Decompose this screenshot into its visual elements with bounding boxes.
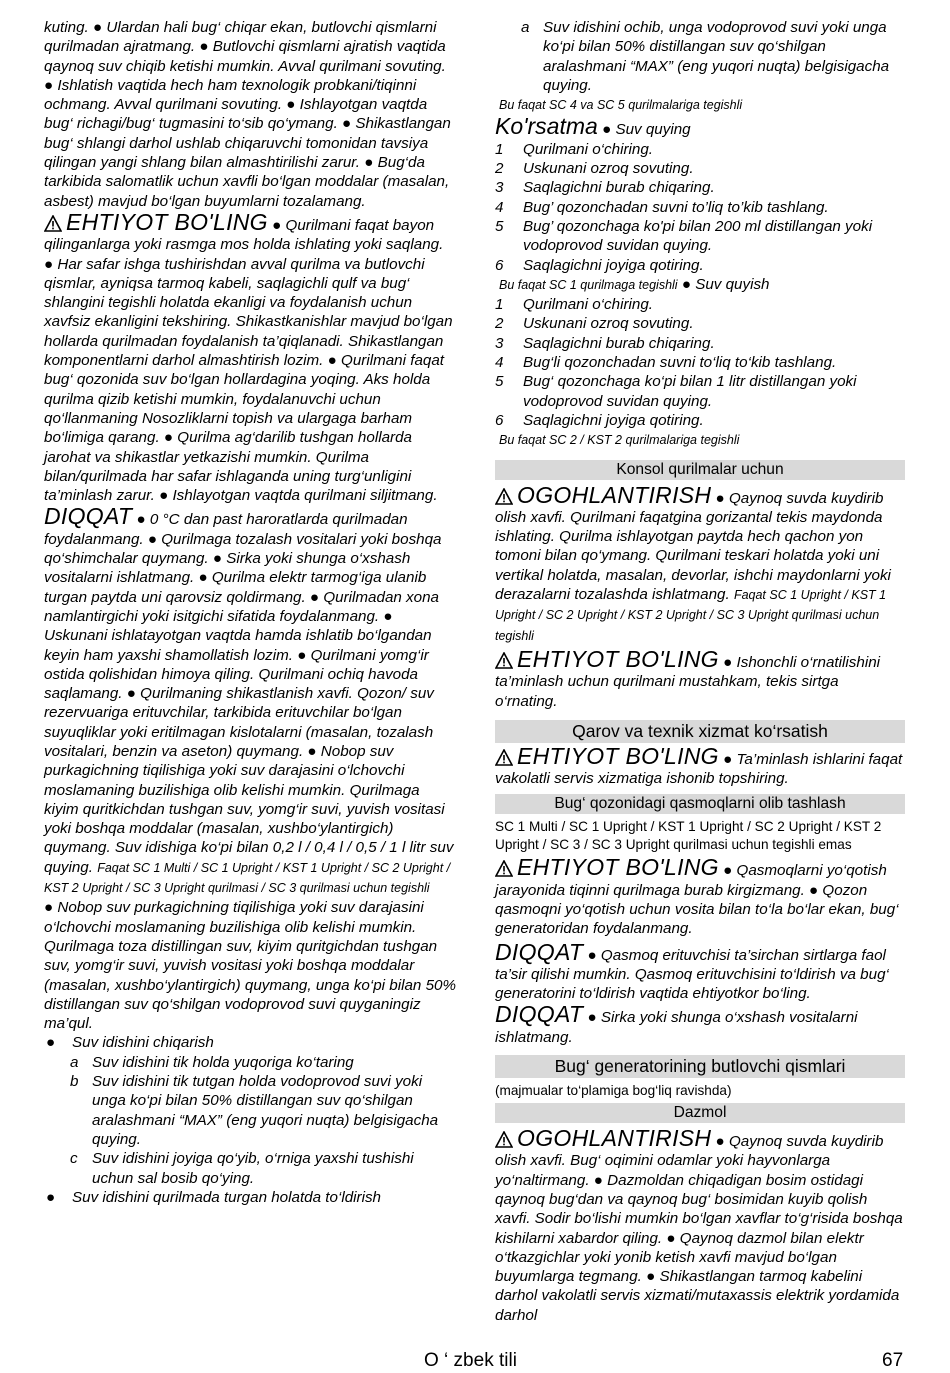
- section-heading-dazmol: Dazmol: [495, 1103, 905, 1123]
- section-heading-qarov: Qarov va texnik xizmat ko‘rsatish: [495, 720, 905, 743]
- list-item: [495, 178, 905, 197]
- model-note: Bu faqat SC 1 qurilmaga tegishli: [499, 277, 678, 292]
- step-text: Qurilmani o‘chiring.: [523, 140, 653, 158]
- step-number: 3: [495, 334, 504, 352]
- step-text: Bug‘li qozonchadan suvni to‘liq to‘kib tashlang.: [523, 354, 837, 372]
- step-number: 5: [495, 217, 504, 235]
- warning-triangle-icon: [495, 860, 517, 880]
- list-item: [495, 198, 905, 217]
- step-text: Uskunani ozroq sovuting.: [523, 315, 694, 333]
- right-column: [495, 18, 905, 1325]
- step-number: 4: [495, 354, 504, 372]
- caution-text: ● Ta’minlash ishlarini faqat vakolatli servis xizmatiga ishonib topshiring.: [495, 750, 903, 788]
- step-text: Saqlagichni joyiga qotiring.: [523, 256, 704, 274]
- step-number: 3: [495, 179, 504, 197]
- kit-note: (majmualar to‘plamiga bog‘liq ravishda): [495, 1083, 732, 1099]
- model-note: Bu faqat SC 4 va SC 5 qurilmalariga tegishli: [499, 98, 743, 113]
- step-number: 6: [495, 256, 504, 274]
- caution-block-4: [495, 854, 905, 938]
- model-note: Faqat SC 1 Multi / SC 1 Upright / KST 1 Upright / SC 2 Upright / KST 2 Upright / SC 3 Upright qurilmasi / SC 3 qurilmasi uchun tegishli: [44, 860, 451, 896]
- diqqat-label: DIQQAT: [495, 1001, 584, 1028]
- step-text: Saqlagichni burab chiqaring.: [523, 179, 715, 197]
- step-number: 2: [495, 160, 504, 178]
- section-heading-bug: Bug‘ qozonidagi qasmoqlarni olib tashlash: [495, 794, 905, 814]
- footer-language: O ‘ zbek tili: [424, 1350, 517, 1371]
- caution-block-1: [44, 208, 456, 505]
- korsatma-label: Ko'rsatma: [495, 113, 598, 140]
- warning-text: ● Qaynoq suvda kuydirib olish xavfi. Qurilmani faqatgina gorizantal tekis maydonda ishlating. Qurilma ishlayotgan paytda hech qachon yon tomoni bilan qo‘ymang. Qurilmani teskari holatda yoki uni vertikal holatda, masalan, devorlar, ishchi maydonlarni yoki derazalarni tozalashda ishlatmang.: [495, 489, 891, 604]
- steps-list-1: [495, 140, 905, 275]
- caution-label: EHTIYOT BO'LING: [517, 645, 719, 672]
- diqqat-block-1: [44, 503, 456, 898]
- list-item: ● Suv idishini qurilmada turgan holatda to‘ldirish: [46, 1188, 381, 1206]
- paragraph-safety-intro: kuting. ● Ulardan hali bug‘ chiqar ekan, butlovchi qismlarni qurilmadan ajratmang. ● Butlovchi qismlarni ajratish vaqtida qaynoq suv chiqib ketishi mumkin. Avval qurilmani sovuting. ● Ishlatish vaqtida hech ham texnologik probkani/tiqinni ochmang. Avval qurilmani sovuting. ● Ishlayotgan vaqtda bug‘ richagi/bug‘ tugmasini to‘sib qo‘ymang. ● Shikastlangan bug‘ shlangi darhol ushlab chiqaruvchi tomonidan tavsiya qilingan yangi shlang bilan almashtirilishi zarur. ● Bug‘da tarkibida salomatlik uchun xavfli bo‘lgan moddalar (masalan, asbest) mavjud bo‘lgan buyumlarni tozalamang.: [44, 19, 451, 210]
- warning-triangle-icon: [495, 488, 517, 508]
- section-heading-generator: Bug‘ generatorining butlovchi qismlari: [495, 1055, 905, 1078]
- caution-text: ● Ishonchli o‘rnatilishini ta’minlash uchun qurilmani mustahkam, tekis sirtga o‘rnating.: [495, 653, 881, 710]
- list-item: a Suv idishini tik holda yuqoriga ko‘taring: [70, 1053, 354, 1071]
- diqqat-label: DIQQAT: [44, 503, 133, 530]
- warning-triangle-icon: [495, 652, 517, 672]
- step-number: 5: [495, 373, 504, 391]
- caution-label: EHTIYOT BO'LING: [66, 208, 268, 235]
- korsatma-heading: [495, 113, 905, 140]
- caution-text: ● Qasmoqlarni yo‘qotish jarayonida tiqinni qurilmaga burab kirgizmang. ● Qozon qasmoqni yo‘qotish uchun vosita bilan to‘la bo‘lar ekan, bug‘ generatoridan foydalanmang.: [495, 862, 899, 938]
- caution-label: EHTIYOT BO'LING: [517, 742, 719, 769]
- korsatma-text: ● Suv quying: [602, 121, 691, 139]
- warning-triangle-icon: [495, 749, 517, 769]
- list-item: [495, 140, 905, 159]
- sub-steps: [44, 1053, 456, 1188]
- step-text: Qurilmani o‘chiring.: [523, 296, 653, 314]
- list-item: a Suv idishini ochib, unga vodoprovod suvi yoki unga ko‘pi bilan 50% distillangan suv qo‘shilgan aralashmani “MAX” (eng yuqori nuqta) belgisigacha quying.: [521, 19, 890, 94]
- steps-list-2: [495, 295, 905, 430]
- note-sc1-line: [499, 275, 905, 295]
- warning-text: ● Qaynoq suvda kuydirib olish xavfi. Bug‘ oqimini odamlar yoki hayvonlarga yo‘naltirmang. ● Dazmoldan chiqadigan bosim ostidagi qaynoq bug‘dan va qaynoq bug‘ bosimidan kuyib qolish xavfi. Sodir bo‘lishi mumkin bo‘lgan xavflar to‘g‘risida boshqa kishilarni xabardor qiling. ● Qaynoq dazmol bilan elektr o‘tkazgichlar yoki yonib ketish xavfi mavjud bo‘lgan buyumlarga tegmang. ● Shikastlangan tarmoq kabelini darhol vakolatli servis xizmati/mutaxassis elektrik yordamida darhol: [495, 1133, 903, 1324]
- section-heading-konsol: Konsol qurilmalar uchun: [495, 460, 905, 480]
- step-number: 2: [495, 315, 504, 333]
- warning-block-1: [495, 481, 905, 646]
- warning-label: OGOHLANTIRISH: [517, 1125, 712, 1152]
- list-item: [495, 334, 905, 353]
- water-tank-list-2: [44, 1188, 456, 1207]
- warning-triangle-icon: [495, 1131, 517, 1151]
- left-column: [44, 18, 456, 1207]
- list-item: [495, 159, 905, 178]
- model-applicability: SC 1 Multi / SC 1 Upright / KST 1 Upright / SC 2 Upright / KST 2 Upright / SC 3 / SC 3 Upright qurilmasi uchun tegishli emas: [495, 819, 882, 853]
- diqqat-text: ● 0 °C dan past haroratlarda qurilmadan foydalanmang. ● Qurilmaga tozalash vositalari yoki boshqa qo‘shimchalar quymang. ● Sirka yoki shunga o‘xshash vositalarni ishlatmang. ● Qurilma elektr tarmog‘iga ulanib turgan paytda uni qarovsiz qoldirmang. ● Qurilmadan xona namlantirgichi yoki isitgichi sifatida foydalanmang. ● Uskunani ishlatayotgan vaqtda hamda ishlatib bo‘lgandan keyin ham yaxshi shamollatish lozim. ● Qurilmani yomg‘ir ostida qolishidan himoya qiling. Qurilmani ochiq havoda saqlamang. ● Qurilmaning shikastlanish xavfi. Qozon/ suv rezervuariga erituvchilar, tarkibida erituvchilar bo‘lgan suyuqliklar yoki eritilmagan kislotalarni (masalan, tozalash vositalari, benzin va aseton) quymang. ● Nobop suv purkagichning tiqilishiga yoki suv darajasini o‘lchovchi moslamaning buzilishiga olib kelishi mumkin. Qurilmaga kiyim quritkichdan tushgan suv, yomg‘ir suvi, yuvish vositasi yoki boshqa moddalar (masalan, xushbo‘ylantirgich) quymang. Suv idishiga ko‘pi bilan 0,2 l / 0,4 l / 0,5 / 1 l litr suv quying.: [44, 511, 454, 876]
- list-item: [495, 314, 905, 333]
- diqqat-text: ● Sirka yoki shunga o‘xshash vositalarni ishlatmang.: [495, 1009, 858, 1046]
- list-item: [495, 372, 905, 411]
- diqqat-label: DIQQAT: [495, 938, 584, 965]
- paragraph-water-advice: ● Nobop suv purkagichning tiqilishiga yoki suv darajasini o‘lchovchi moslamaning buzilishiga olib kelishi mumkin. Qurilmaga toza distillingan suv, kiyim quritgichdan tushgan suv, yomg‘ir suvi, yuvish vositasi yoki boshqa moddalar (masalan, xushbo‘ylantirgich) quymang, unga ko‘pi bilan 50% distillangan suv qo‘shilgan vodoprovod suvi quyganingiz ma’qul.: [44, 899, 456, 1033]
- step-text: Bug‘ qozonchaga ko‘pi bilan 1 litr distillangan yoki vodoprovod suvidan quying.: [523, 373, 857, 410]
- step-number: 4: [495, 198, 504, 216]
- caution-block-2: [495, 645, 905, 711]
- list-item: c Suv idishini joyiga qo‘yib, o‘rniga yaxshi tushishi uchun sal bosib qo‘ying.: [70, 1150, 414, 1187]
- water-tank-list: [44, 1033, 456, 1052]
- step-text: Bug’ qozonchadan suvni to’liq to’kib tashlang.: [523, 198, 829, 216]
- step-text: Bug’ qozonchaga ko'pi bilan 200 ml distillangan yoki vodoprovod suvidan quying.: [523, 217, 873, 255]
- list-item: [495, 353, 905, 372]
- warning-label: OGOHLANTIRISH: [517, 481, 712, 508]
- model-note: Faqat SC 1 Upright / KST 1 Upright / SC 2 Upright / KST 2 Upright / SC 3 Upright qurilmasi uchun tegishli: [495, 588, 887, 643]
- diqqat-block-2: [495, 938, 905, 1004]
- warning-block-2: [495, 1125, 905, 1325]
- list-item: [495, 411, 905, 430]
- step-number: 1: [495, 296, 504, 314]
- step-text: Uskunani ozroq sovuting.: [523, 160, 694, 178]
- page-number: 67: [882, 1350, 904, 1371]
- list-item: [495, 256, 905, 275]
- step-text: Saqlagichni joyiga qotiring.: [523, 411, 704, 429]
- step-number: 6: [495, 411, 504, 429]
- suv-quyish-text: ● Suv quyish: [681, 275, 770, 293]
- list-item: [495, 217, 905, 256]
- diqqat-block-3: [495, 1001, 905, 1047]
- step-number: 1: [495, 140, 504, 158]
- caution-label: EHTIYOT BO'LING: [517, 854, 719, 881]
- warning-triangle-icon: [44, 215, 66, 235]
- diqqat-text: ● Qasmoq erituvchisi ta’sirchan sirtlarga faol ta’sir qilishi mumkin. Qasmoq erituvchisini to‘ldirish va bug‘ generatorini to‘ldirish vaqtida ehtiyotkor bo‘ling.: [495, 946, 889, 1003]
- list-item: b Suv idishini tik tutgan holda vodoprovod suvi yoki unga ko‘pi bilan 50% distillangan suv qo‘shilgan aralashmani “MAX” (eng yuqori nuqta) belgisigacha quying.: [70, 1073, 439, 1148]
- list-item: ● Suv idishini chiqarish: [46, 1034, 214, 1052]
- top-sub-step: [495, 18, 905, 95]
- list-item: [495, 295, 905, 314]
- step-text: Saqlagichni burab chiqaring.: [523, 334, 715, 352]
- model-note: Bu faqat SC 2 / KST 2 qurilmalariga tegishli: [499, 433, 740, 448]
- caution-block-3: [495, 742, 905, 789]
- caution-text: ● Qurilmani faqat bayon qilinganlarga yoki rasmga mos holda ishlating yoki saqlang. ● Har safar ishga tushirishdan avval qurilma va butlovchi qismlar, ayniqsa tarmoq kabeli, saqlagichli qulf va bug‘ shlangini tegishli holatda ekanligi va foydalanish uchun xavfsiz ekanligini tekshiring. Shikastkanishlar mavjud bo‘lgan hollarda qurilmadan foydalanish ta’qiqlanadi. Shikastlangan komponentlarni darhol almashtirish lozim. ● Qurilmani faqat bug‘ qozonida suv bo‘lgan hollardagina yoqing. Aks holda qurilma qizib ketishi mumkin, foydalanuvchi uchun qo‘llanmaning Nosozliklarni topish va ulargaga barham bo‘limiga qarang. ● Qurilma ag‘darilib tushgan hollarda jarohat va shikastlar yetkazishi mumkin. Qurilma bilan/qurilmada har safar ishlaganda uning turg‘unligini ta’minlash zarur. ● Ishlayotgan vaqtda qurilmani siljitmang.: [44, 216, 453, 505]
